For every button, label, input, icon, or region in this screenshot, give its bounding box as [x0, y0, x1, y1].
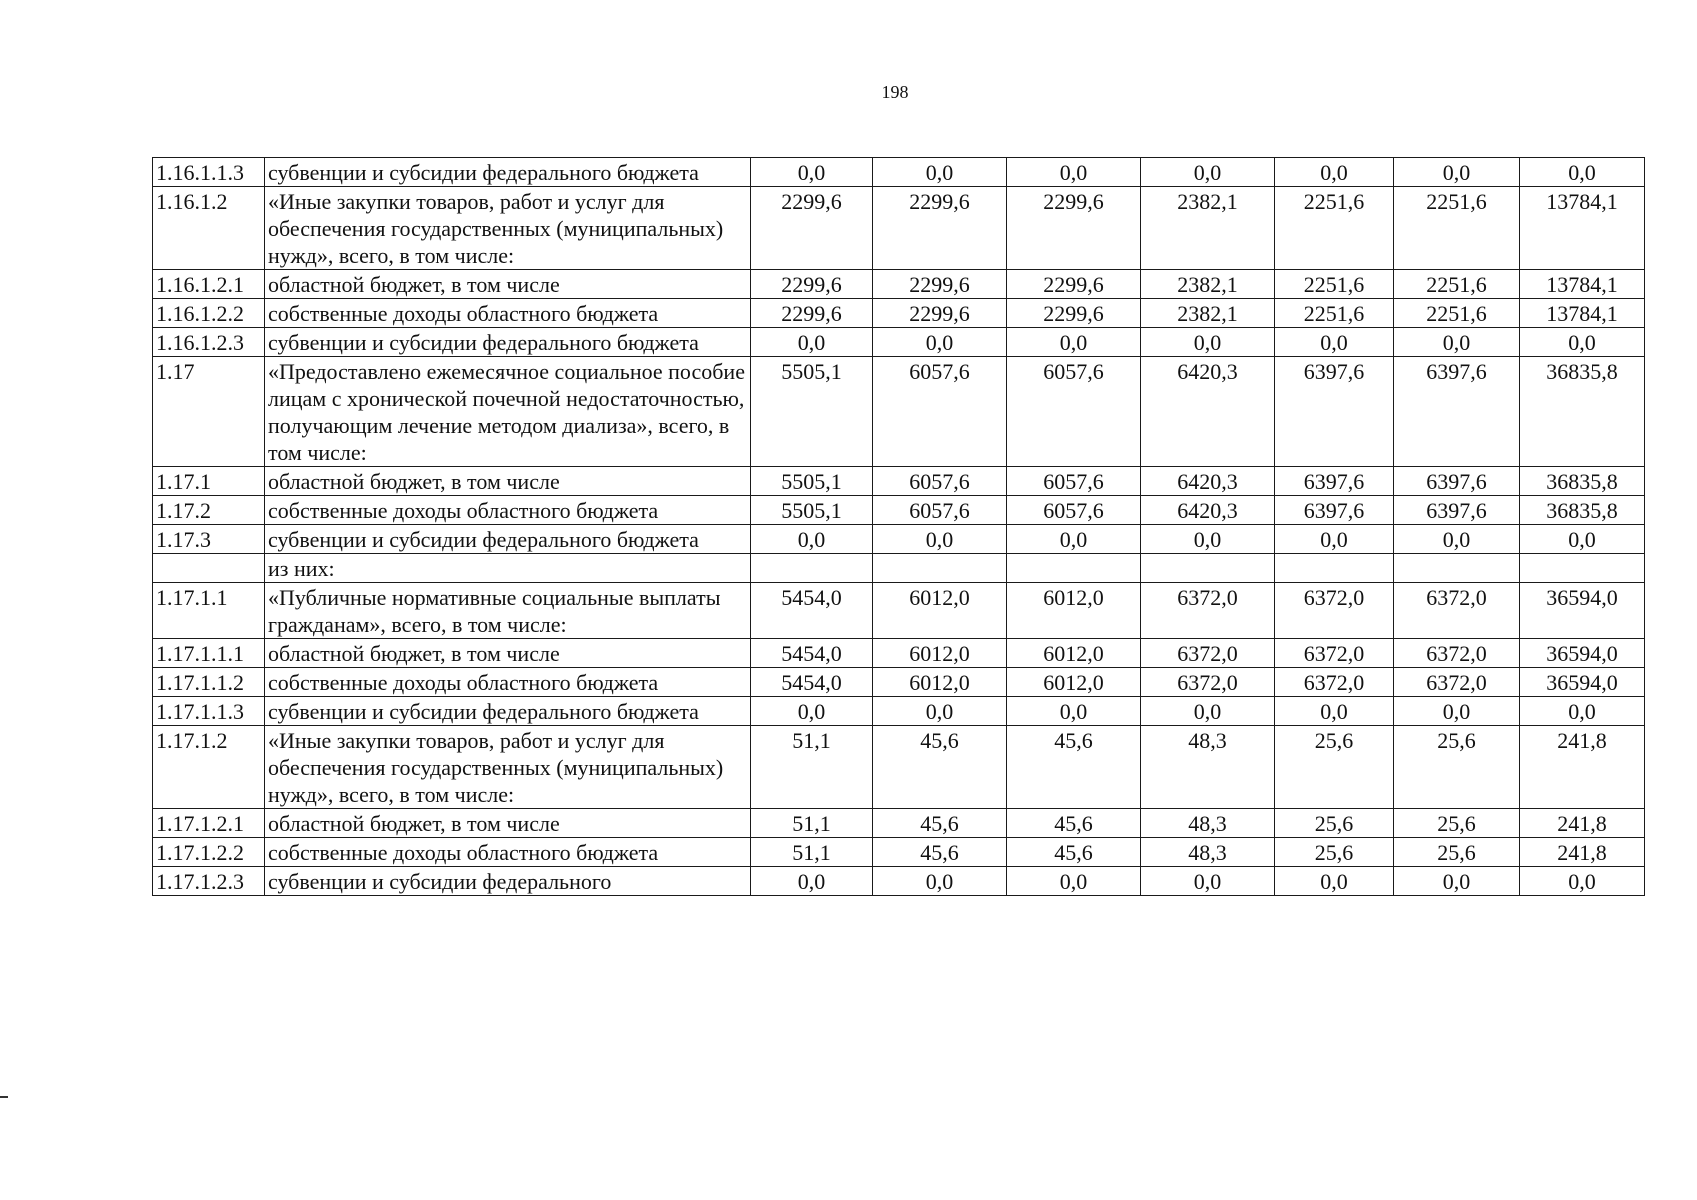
value-cell: [1275, 554, 1394, 583]
value-cell: 36594,0: [1520, 668, 1645, 697]
table-row: [153, 554, 1645, 583]
value-cell: 6057,6: [873, 357, 1007, 467]
value-cell: 6372,0: [1394, 583, 1520, 639]
table-row: [153, 299, 1645, 328]
value-cell: 5454,0: [751, 583, 873, 639]
value-cell: 5454,0: [751, 639, 873, 668]
row-code-cell: 1.17.1.1.2: [153, 668, 265, 697]
row-code-cell: 1.17.1.2.2: [153, 838, 265, 867]
value-cell: 0,0: [1394, 158, 1520, 187]
table-row: [153, 187, 1645, 270]
value-cell: 0,0: [751, 525, 873, 554]
value-cell: 45,6: [1007, 726, 1141, 809]
value-cell: 2251,6: [1275, 299, 1394, 328]
value-cell: [1520, 554, 1645, 583]
value-cell: 0,0: [751, 867, 873, 896]
row-code-cell: 1.16.1.1.3: [153, 158, 265, 187]
value-cell: 48,3: [1141, 809, 1275, 838]
value-cell: 0,0: [1394, 525, 1520, 554]
row-name-cell: собственные доходы областного бюджета: [265, 299, 751, 328]
value-cell: 0,0: [1141, 525, 1275, 554]
value-cell: 0,0: [1520, 867, 1645, 896]
value-cell: 0,0: [1141, 697, 1275, 726]
value-cell: 241,8: [1520, 809, 1645, 838]
value-cell: 6372,0: [1141, 668, 1275, 697]
value-cell: 6372,0: [1141, 583, 1275, 639]
value-cell: 2251,6: [1394, 299, 1520, 328]
value-cell: 0,0: [1007, 697, 1141, 726]
value-cell: 13784,1: [1520, 270, 1645, 299]
table-row: [153, 525, 1645, 554]
row-name-cell: собственные доходы областного бюджета: [265, 838, 751, 867]
value-cell: 6012,0: [1007, 639, 1141, 668]
value-cell: 25,6: [1394, 838, 1520, 867]
value-cell: 2299,6: [1007, 270, 1141, 299]
value-cell: 6372,0: [1275, 639, 1394, 668]
value-cell: [1394, 554, 1520, 583]
value-cell: 5505,1: [751, 496, 873, 525]
value-cell: 0,0: [1275, 867, 1394, 896]
value-cell: 0,0: [1520, 158, 1645, 187]
value-cell: 25,6: [1275, 838, 1394, 867]
value-cell: 6420,3: [1141, 467, 1275, 496]
value-cell: 13784,1: [1520, 187, 1645, 270]
value-cell: 6372,0: [1275, 583, 1394, 639]
value-cell: 0,0: [873, 158, 1007, 187]
value-cell: 0,0: [1141, 867, 1275, 896]
value-cell: 6012,0: [1007, 668, 1141, 697]
value-cell: 0,0: [1141, 158, 1275, 187]
value-cell: 6012,0: [873, 668, 1007, 697]
row-code-cell: 1.17.1.1: [153, 583, 265, 639]
value-cell: 36594,0: [1520, 583, 1645, 639]
row-name-cell: «Предоставлено ежемесячное социальное пособие лицам с хронической почечной недостаточностью, получающим лечение методом диализа», всего, в том числе:: [265, 357, 751, 467]
value-cell: 2299,6: [751, 270, 873, 299]
value-cell: 6372,0: [1394, 668, 1520, 697]
value-cell: [873, 554, 1007, 583]
table-row: [153, 838, 1645, 867]
value-cell: 45,6: [1007, 809, 1141, 838]
row-code-cell: 1.17.1.1.3: [153, 697, 265, 726]
table-row: [153, 867, 1645, 896]
row-name-cell: «Иные закупки товаров, работ и услуг для обеспечения государственных (муниципальных) нужд», всего, в том числе:: [265, 726, 751, 809]
value-cell: 0,0: [751, 158, 873, 187]
value-cell: 6420,3: [1141, 357, 1275, 467]
value-cell: 51,1: [751, 838, 873, 867]
value-cell: 36835,8: [1520, 357, 1645, 467]
row-name-cell: субвенции и субсидии федерального бюджета: [265, 328, 751, 357]
value-cell: 2251,6: [1275, 270, 1394, 299]
value-cell: 0,0: [873, 525, 1007, 554]
value-cell: 6397,6: [1275, 357, 1394, 467]
table-row: [153, 357, 1645, 467]
table-row: [153, 726, 1645, 809]
value-cell: 6057,6: [1007, 496, 1141, 525]
value-cell: 6397,6: [1394, 467, 1520, 496]
row-name-cell: областной бюджет, в том числе: [265, 639, 751, 668]
value-cell: 2382,1: [1141, 270, 1275, 299]
value-cell: 51,1: [751, 809, 873, 838]
row-name-cell: «Публичные нормативные социальные выплаты гражданам», всего, в том числе:: [265, 583, 751, 639]
row-code-cell: [153, 554, 265, 583]
value-cell: 45,6: [873, 838, 1007, 867]
value-cell: 2299,6: [873, 299, 1007, 328]
table-row: [153, 496, 1645, 525]
table-row: [153, 270, 1645, 299]
row-name-cell: областной бюджет, в том числе: [265, 467, 751, 496]
value-cell: 2299,6: [751, 299, 873, 328]
page-number: 198: [881, 82, 909, 102]
value-cell: 0,0: [1520, 525, 1645, 554]
value-cell: 6012,0: [873, 639, 1007, 668]
value-cell: 2299,6: [751, 187, 873, 270]
value-cell: [751, 554, 873, 583]
value-cell: 48,3: [1141, 838, 1275, 867]
row-name-cell: областной бюджет, в том числе: [265, 270, 751, 299]
value-cell: 25,6: [1394, 809, 1520, 838]
table-row: [153, 668, 1645, 697]
row-code-cell: 1.17.1.2: [153, 726, 265, 809]
margin-mark: [0, 1096, 8, 1098]
value-cell: 6397,6: [1275, 467, 1394, 496]
value-cell: [1007, 554, 1141, 583]
value-cell: 0,0: [873, 867, 1007, 896]
row-name-cell: субвенции и субсидии федерального: [265, 867, 751, 896]
value-cell: 0,0: [1394, 328, 1520, 357]
value-cell: 6397,6: [1275, 496, 1394, 525]
table-body: [153, 158, 1645, 896]
row-name-cell: субвенции и субсидии федерального бюджета: [265, 158, 751, 187]
value-cell: 0,0: [1275, 328, 1394, 357]
row-code-cell: 1.17: [153, 357, 265, 467]
value-cell: 0,0: [1141, 328, 1275, 357]
value-cell: 0,0: [1394, 867, 1520, 896]
value-cell: 45,6: [873, 726, 1007, 809]
row-code-cell: 1.16.1.2: [153, 187, 265, 270]
value-cell: 13784,1: [1520, 299, 1645, 328]
value-cell: 2251,6: [1394, 270, 1520, 299]
value-cell: 0,0: [751, 328, 873, 357]
table-row: [153, 158, 1645, 187]
table-row: [153, 809, 1645, 838]
value-cell: 241,8: [1520, 838, 1645, 867]
value-cell: 25,6: [1394, 726, 1520, 809]
row-code-cell: 1.17.1.2.1: [153, 809, 265, 838]
row-name-cell: собственные доходы областного бюджета: [265, 496, 751, 525]
value-cell: 36835,8: [1520, 496, 1645, 525]
value-cell: 0,0: [1520, 328, 1645, 357]
value-cell: 0,0: [1275, 158, 1394, 187]
value-cell: 2299,6: [1007, 299, 1141, 328]
value-cell: 6057,6: [873, 496, 1007, 525]
row-code-cell: 1.17.3: [153, 525, 265, 554]
value-cell: 6057,6: [1007, 467, 1141, 496]
value-cell: 6057,6: [873, 467, 1007, 496]
value-cell: 2251,6: [1394, 187, 1520, 270]
value-cell: 0,0: [873, 697, 1007, 726]
value-cell: 5505,1: [751, 467, 873, 496]
table-row: [153, 328, 1645, 357]
value-cell: 6372,0: [1141, 639, 1275, 668]
value-cell: 6397,6: [1394, 496, 1520, 525]
value-cell: 6012,0: [1007, 583, 1141, 639]
value-cell: 0,0: [1394, 697, 1520, 726]
value-cell: 25,6: [1275, 726, 1394, 809]
value-cell: 0,0: [1275, 525, 1394, 554]
row-code-cell: 1.16.1.2.1: [153, 270, 265, 299]
row-code-cell: 1.17.1.1.1: [153, 639, 265, 668]
value-cell: 2382,1: [1141, 187, 1275, 270]
row-name-cell: субвенции и субсидии федерального бюджета: [265, 525, 751, 554]
value-cell: 2251,6: [1275, 187, 1394, 270]
value-cell: 241,8: [1520, 726, 1645, 809]
value-cell: 0,0: [1520, 697, 1645, 726]
row-name-cell: собственные доходы областного бюджета: [265, 668, 751, 697]
row-code-cell: 1.16.1.2.2: [153, 299, 265, 328]
value-cell: 6012,0: [873, 583, 1007, 639]
value-cell: 0,0: [1007, 158, 1141, 187]
budget-table: [152, 157, 1645, 896]
table-row: [153, 639, 1645, 668]
value-cell: 0,0: [873, 328, 1007, 357]
row-code-cell: 1.17.2: [153, 496, 265, 525]
value-cell: 6057,6: [1007, 357, 1141, 467]
value-cell: 25,6: [1275, 809, 1394, 838]
value-cell: 48,3: [1141, 726, 1275, 809]
value-cell: 2299,6: [873, 270, 1007, 299]
row-name-cell: из них:: [265, 554, 751, 583]
value-cell: 5505,1: [751, 357, 873, 467]
value-cell: 0,0: [751, 697, 873, 726]
row-name-cell: «Иные закупки товаров, работ и услуг для обеспечения государственных (муниципальных) нужд», всего, в том числе:: [265, 187, 751, 270]
value-cell: 6397,6: [1394, 357, 1520, 467]
value-cell: 6372,0: [1394, 639, 1520, 668]
value-cell: 6420,3: [1141, 496, 1275, 525]
row-code-cell: 1.17.1.2.3: [153, 867, 265, 896]
value-cell: 51,1: [751, 726, 873, 809]
value-cell: 45,6: [873, 809, 1007, 838]
value-cell: 2299,6: [873, 187, 1007, 270]
value-cell: 0,0: [1007, 328, 1141, 357]
value-cell: 2299,6: [1007, 187, 1141, 270]
row-name-cell: областной бюджет, в том числе: [265, 809, 751, 838]
value-cell: [1141, 554, 1275, 583]
value-cell: 45,6: [1007, 838, 1141, 867]
value-cell: 36594,0: [1520, 639, 1645, 668]
row-code-cell: 1.17.1: [153, 467, 265, 496]
table-row: [153, 697, 1645, 726]
table-row: [153, 583, 1645, 639]
value-cell: 0,0: [1007, 525, 1141, 554]
table-row: [153, 467, 1645, 496]
value-cell: 0,0: [1007, 867, 1141, 896]
value-cell: 2382,1: [1141, 299, 1275, 328]
row-code-cell: 1.16.1.2.3: [153, 328, 265, 357]
value-cell: 36835,8: [1520, 467, 1645, 496]
value-cell: 6372,0: [1275, 668, 1394, 697]
value-cell: 5454,0: [751, 668, 873, 697]
value-cell: 0,0: [1275, 697, 1394, 726]
row-name-cell: субвенции и субсидии федерального бюджета: [265, 697, 751, 726]
